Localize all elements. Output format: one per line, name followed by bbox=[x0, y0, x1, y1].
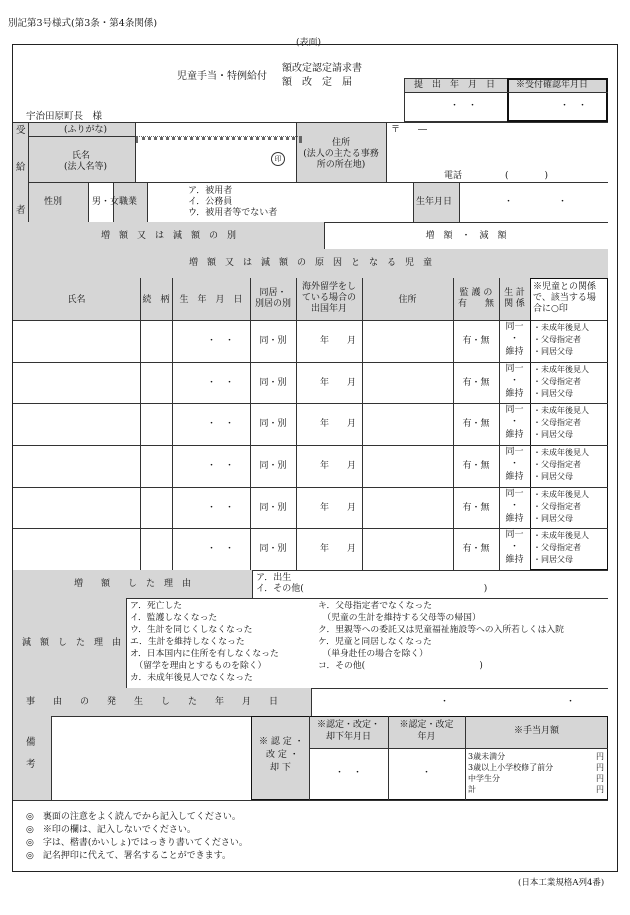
occupation-option[interactable]: ア．被用者 bbox=[188, 186, 233, 196]
child-relation-field[interactable] bbox=[141, 363, 171, 403]
child-address-field[interactable] bbox=[363, 404, 452, 444]
child-relationship-option: ・未成年後見人 bbox=[533, 489, 589, 499]
child-livelihood-2: ・ bbox=[509, 500, 519, 511]
title-line1: 額改定認定請求書 bbox=[282, 63, 362, 74]
child-relationship-option: ・父母指定者 bbox=[533, 460, 581, 469]
occupation-option[interactable]: ウ．被用者等でない者 bbox=[188, 208, 278, 218]
child-livelihood-1[interactable]: 同一 bbox=[505, 530, 524, 541]
side-label: (表面) bbox=[296, 38, 322, 48]
child-livelihood-1[interactable]: 同一 bbox=[505, 322, 524, 332]
child-cohabit-field[interactable]: 同・別 bbox=[259, 419, 287, 430]
decrease-option: （単身赴任の場合を除く） bbox=[318, 649, 428, 659]
child-livelihood-2: ・ bbox=[509, 334, 519, 344]
child-relationship-option: ・未成年後見人 bbox=[533, 406, 589, 416]
child-address-field[interactable] bbox=[363, 488, 452, 528]
decrease-option[interactable]: ク．里親等への委託又は児童福祉施設等への入所若しくは入院 bbox=[318, 625, 564, 635]
col-relationship-note-1: ※児童との関係 bbox=[533, 282, 597, 292]
note-line: ◎ 裏面の注意をよく読んでから記入してください。 bbox=[26, 812, 241, 822]
child-abroad-field[interactable]: 年 月 bbox=[320, 461, 357, 471]
child-address-field[interactable] bbox=[363, 363, 452, 403]
recipient-label-2: 給 bbox=[16, 162, 26, 173]
submission-date-field[interactable]: ・ ・ bbox=[450, 101, 478, 111]
decrease-option[interactable]: キ．父母指定者でなくなった bbox=[318, 601, 433, 611]
child-relationship-option: ・未成年後見人 bbox=[533, 448, 589, 457]
decrease-option[interactable]: ウ．生計を同じくしなくなった bbox=[130, 625, 253, 635]
child-address-field[interactable] bbox=[363, 529, 452, 569]
child-livelihood-2: ・ bbox=[509, 417, 519, 428]
child-custody-field[interactable]: 有・無 bbox=[462, 544, 490, 555]
child-relationship-option: ・同居父母 bbox=[533, 513, 573, 523]
child-livelihood-3[interactable]: 維持 bbox=[505, 388, 524, 399]
address-label-1: 住所 bbox=[331, 138, 350, 148]
occurrence-date-label: 事 由 の 発 生 し た 年 月 日 bbox=[26, 697, 279, 707]
name-sub-label: (法人名等) bbox=[64, 162, 108, 172]
furigana-label: (ふりがな) bbox=[64, 125, 108, 135]
child-relation-field[interactable] bbox=[141, 446, 171, 486]
child-livelihood-2: ・ bbox=[509, 542, 519, 553]
child-livelihood-2: ・ bbox=[509, 459, 519, 469]
child-abroad-field[interactable]: 年 月 bbox=[320, 377, 357, 388]
child-livelihood-3[interactable]: 維持 bbox=[505, 555, 524, 566]
amount-row-label: 3歳以上小学校修了前分 bbox=[468, 763, 554, 772]
postal-code-field[interactable]: 〒 ― bbox=[391, 125, 428, 135]
amount-row-unit: 円 bbox=[596, 763, 604, 772]
addressee: 宇治田原町長 様 bbox=[26, 111, 103, 122]
remarks-label-2: 考 bbox=[26, 759, 36, 770]
child-custody-field[interactable]: 有・無 bbox=[462, 461, 490, 471]
child-livelihood-2: ・ bbox=[509, 375, 519, 386]
col-abroad-2: ている場合の bbox=[301, 293, 356, 303]
child-relation-field[interactable] bbox=[141, 404, 171, 444]
occupation-label: 職業 bbox=[119, 197, 138, 207]
child-name-field[interactable] bbox=[14, 488, 139, 528]
decrease-option[interactable]: ケ．児童と同居しなくなった bbox=[318, 637, 432, 647]
occupation-option[interactable]: イ．公務員 bbox=[188, 197, 233, 207]
note-line: ◎ 字は、楷書(かいしょ)ではっきり書いてください。 bbox=[26, 838, 248, 848]
child-livelihood-1[interactable]: 同一 bbox=[505, 488, 524, 499]
gender-label: 性別 bbox=[44, 197, 63, 207]
child-birth-field[interactable]: ・ ・ bbox=[207, 419, 235, 430]
col-relationship-note-3: 合に○印 bbox=[533, 304, 568, 314]
decision-month-field: ・ bbox=[421, 768, 431, 778]
child-custody-field[interactable]: 有・無 bbox=[462, 502, 490, 513]
change-type-field[interactable]: 増 額 ・ 減 額 bbox=[425, 231, 507, 241]
decrease-option[interactable]: イ．監護しなくなった bbox=[130, 613, 218, 623]
children-section-header: 増 額 又 は 減 額 の 原 因 と な る 児 童 bbox=[188, 258, 432, 268]
note-line: ◎ 記名押印に代えて、署名することができます。 bbox=[26, 851, 231, 861]
child-relationship-option: ・未成年後見人 bbox=[533, 531, 589, 541]
birth-date-label: 生年月日 bbox=[416, 197, 453, 207]
decrease-option[interactable]: オ．日本国内に住所を有しなくなった bbox=[130, 649, 279, 659]
child-abroad-field[interactable]: 年 月 bbox=[320, 502, 357, 513]
child-relationship-option: ・父母指定者 bbox=[533, 418, 581, 428]
recipient-label-3: 者 bbox=[16, 205, 26, 216]
col-name: 氏名 bbox=[67, 295, 86, 305]
increase-option-other[interactable]: イ．その他( ) bbox=[256, 584, 488, 594]
decision-date-label-2: 却下年月日 bbox=[325, 732, 371, 742]
child-relationship-option: ・同居父母 bbox=[533, 555, 573, 565]
child-relationship-option: ・父母指定者 bbox=[533, 376, 581, 386]
col-custody-2: 有 無 bbox=[457, 299, 494, 309]
child-address-field[interactable] bbox=[363, 446, 452, 486]
child-custody-field[interactable]: 有・無 bbox=[462, 377, 490, 388]
child-relation-field[interactable] bbox=[141, 529, 171, 569]
increase-reason-label: 増 額 し た 理 由 bbox=[73, 579, 191, 589]
child-relationship-option: ・未成年後見人 bbox=[533, 364, 589, 374]
title-prefix: 児童手当・特例給付 bbox=[177, 71, 267, 82]
furigana-field[interactable] bbox=[136, 123, 295, 135]
increase-option-birth[interactable]: ア．出生 bbox=[256, 573, 292, 583]
child-relationship-option: ・父母指定者 bbox=[533, 501, 581, 511]
child-relationship-option: ・父母指定者 bbox=[533, 543, 581, 553]
child-relationship-option: ・同居父母 bbox=[533, 347, 573, 356]
child-birth-field[interactable]: ・ ・ bbox=[207, 502, 235, 513]
col-livelihood-2: 関 係 bbox=[504, 299, 525, 309]
col-relation: 続 柄 bbox=[142, 295, 170, 305]
address-label-3: 所の所在地) bbox=[316, 160, 366, 170]
child-livelihood-3[interactable]: 維持 bbox=[505, 472, 524, 482]
col-cohabit-1: 同居・ bbox=[259, 288, 287, 298]
amount-row-unit: 円 bbox=[596, 785, 604, 794]
child-relation-field[interactable] bbox=[141, 488, 171, 528]
child-livelihood-1[interactable]: 同一 bbox=[505, 447, 524, 457]
form-number: 別記第3号様式(第3条・第4条関係) bbox=[8, 18, 158, 29]
col-birth: 生 年 月 日 bbox=[179, 295, 243, 305]
child-relationship-option: ・未成年後見人 bbox=[533, 323, 589, 332]
child-livelihood-3[interactable]: 維持 bbox=[505, 347, 524, 357]
col-address: 住所 bbox=[398, 295, 417, 305]
child-abroad-field[interactable]: 年 月 bbox=[320, 336, 357, 346]
col-abroad-3: 出国年月 bbox=[310, 304, 347, 314]
child-custody-field[interactable]: 有・無 bbox=[462, 336, 490, 346]
amount-row-unit: 円 bbox=[596, 752, 604, 761]
decrease-option[interactable]: カ．未成年後見人でなくなった bbox=[130, 673, 253, 683]
decrease-option[interactable]: ア．死亡した bbox=[130, 601, 183, 611]
remarks-label-1: 備 bbox=[26, 737, 36, 748]
decision-month-label-2: 年月 bbox=[417, 732, 436, 742]
official-label-1: ※ 認 定 ・ bbox=[259, 737, 304, 747]
recipient-label-1: 受 bbox=[16, 125, 26, 136]
child-livelihood-3[interactable]: 維持 bbox=[505, 430, 524, 441]
remarks-field[interactable] bbox=[52, 717, 250, 799]
child-address-field[interactable] bbox=[363, 321, 452, 361]
amount-row-label: 中学生分 bbox=[468, 774, 500, 783]
footer-standard: (日本工業規格A列4番) bbox=[518, 878, 605, 888]
decrease-option: （児童の生計を維持する父母等の帰国） bbox=[318, 613, 481, 623]
child-livelihood-1[interactable]: 同一 bbox=[505, 405, 524, 416]
col-custody-1: 監 護 の bbox=[459, 288, 493, 298]
child-name-field[interactable] bbox=[14, 404, 139, 444]
child-relationship-option: ・同居父母 bbox=[533, 388, 573, 398]
submission-date-label: 提 出 年 月 日 bbox=[414, 80, 496, 90]
decrease-option[interactable]: コ．その他( ) bbox=[318, 661, 483, 671]
child-relation-field[interactable] bbox=[141, 321, 171, 361]
seal-mark: 印 bbox=[271, 152, 285, 166]
child-relationship-option: ・同居父母 bbox=[533, 472, 573, 481]
receipt-date-label: ※受付確認年月日 bbox=[516, 80, 589, 90]
note-line: ◎ ※印の欄は、記入しないでください。 bbox=[26, 825, 196, 835]
title-line2: 額 改 定 届 bbox=[282, 77, 352, 88]
col-livelihood-1: 生 計 bbox=[504, 288, 525, 298]
gender-field[interactable]: 男・女 bbox=[92, 197, 120, 207]
decrease-reason-label: 減 額 し た 理 由 bbox=[22, 638, 122, 648]
child-abroad-field[interactable]: 年 月 bbox=[320, 544, 357, 555]
col-cohabit-2: 別居の別 bbox=[254, 299, 291, 309]
child-custody-field[interactable]: 有・無 bbox=[462, 419, 490, 430]
decision-date-field: ・ ・ bbox=[334, 768, 362, 778]
child-cohabit-field[interactable]: 同・別 bbox=[259, 336, 287, 346]
child-cohabit-field[interactable]: 同・別 bbox=[259, 544, 287, 555]
occurrence-date-field[interactable]: ・ ・ bbox=[440, 697, 576, 707]
col-relationship-note-2: で、該当する場 bbox=[533, 293, 596, 303]
child-relationship-option: ・同居父母 bbox=[533, 430, 573, 440]
phone-label: 電話 bbox=[444, 171, 463, 181]
name-label: 氏名 bbox=[72, 151, 91, 161]
official-label-3: 却 下 bbox=[270, 763, 291, 773]
name-field[interactable] bbox=[136, 138, 266, 180]
child-birth-field[interactable]: ・ ・ bbox=[207, 461, 235, 471]
child-livelihood-3[interactable]: 維持 bbox=[505, 513, 524, 524]
child-cohabit-field[interactable]: 同・別 bbox=[259, 461, 287, 471]
monthly-amount-label: ※手当月額 bbox=[513, 726, 559, 736]
amount-row-label: 3歳未満分 bbox=[468, 752, 506, 761]
amount-row-unit: 円 bbox=[596, 774, 604, 783]
child-abroad-field[interactable]: 年 月 bbox=[320, 419, 357, 430]
phone-field[interactable]: ( ) bbox=[505, 171, 549, 181]
decrease-option[interactable]: エ．生計を維持しなくなった bbox=[130, 637, 245, 647]
decision-month-label-1: ※認定・改定 bbox=[399, 720, 454, 730]
child-name-field[interactable] bbox=[14, 529, 139, 569]
decision-date-label-1: ※認定・改定・ bbox=[316, 720, 380, 730]
child-cohabit-field[interactable]: 同・別 bbox=[259, 377, 287, 388]
child-birth-field[interactable]: ・ ・ bbox=[207, 336, 235, 346]
col-abroad-1: 海外留学をし bbox=[301, 282, 356, 292]
birth-date-field[interactable]: ・ ・ bbox=[504, 197, 568, 207]
child-livelihood-1[interactable]: 同一 bbox=[505, 363, 524, 374]
child-name-field[interactable] bbox=[14, 321, 139, 361]
child-birth-field[interactable]: ・ ・ bbox=[207, 377, 235, 388]
child-name-field[interactable] bbox=[14, 363, 139, 403]
child-birth-field[interactable]: ・ ・ bbox=[207, 544, 235, 555]
decrease-option: （留学を理由とするものを除く） bbox=[130, 661, 267, 671]
amount-row-label: 計 bbox=[468, 785, 476, 794]
official-label-2: 改 定 ・ bbox=[266, 750, 299, 760]
address-label-2: (法人の主たる事務 bbox=[303, 149, 379, 159]
receipt-date-field: ・ ・ bbox=[560, 101, 588, 111]
child-cohabit-field[interactable]: 同・別 bbox=[259, 502, 287, 513]
change-type-label: 増 額 又 は 減 額 の 別 bbox=[100, 231, 236, 241]
child-name-field[interactable] bbox=[14, 446, 139, 486]
child-relationship-option: ・父母指定者 bbox=[533, 335, 581, 344]
